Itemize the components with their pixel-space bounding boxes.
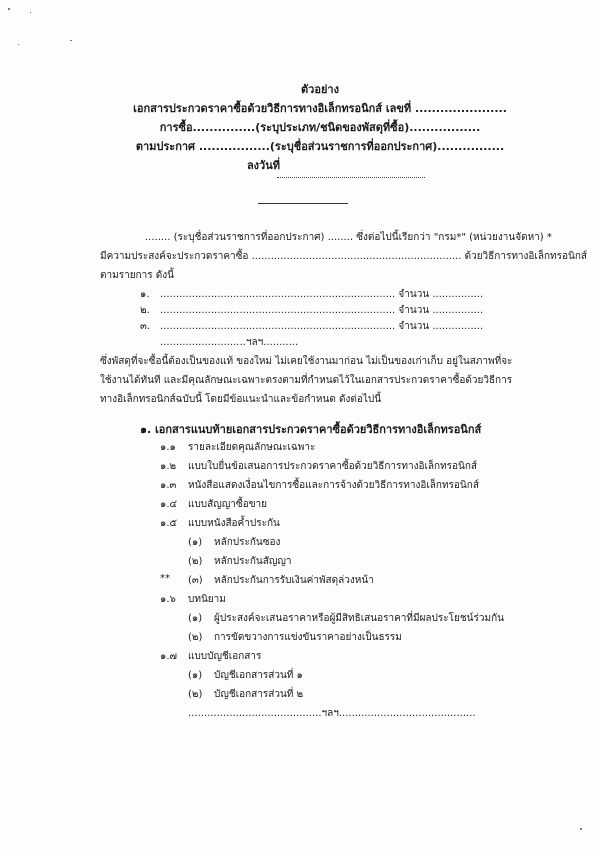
doclist-2-text: บัญชีเอกสารส่วนที่ ๒ bbox=[214, 689, 304, 700]
guarantee-1-text: หลักประกันซอง bbox=[214, 537, 281, 548]
sub-1-2-text: แบบใบยื่นข้อเสนอการประกวดราคาซื้อด้วยวิธีการทางอิเล็กทรอนิกส์ bbox=[188, 461, 478, 472]
item-2-num: ๒. bbox=[140, 305, 150, 316]
sub-1-3-num: ๑.๓ bbox=[160, 480, 177, 491]
items-etc: ...........................ฯลฯ........... bbox=[160, 337, 299, 348]
guarantee-1-num: (๑) bbox=[188, 537, 203, 548]
sub-1-3-text: หนังสือแสดงเงื่อนไขการซื้อและการจ้างด้วยวิธีการทางอิเล็กทรอนิกส์ bbox=[188, 480, 479, 491]
doc-heading-line2: การซื้อ...............(ระบุประเภท/ชนิดของพัสดุที่ซื้อ)................. bbox=[159, 121, 481, 134]
definition-2-num: (๒) bbox=[188, 632, 203, 643]
intro-line2: มีความประสงค์จะประกวดราคาซื้อ .................................................................. ด้วยวิธีการทางอิเล็กทรอนิกส์ bbox=[100, 251, 587, 262]
guarantee-3-text: หลักประกันการรับเงินค่าพัสดุล่วงหน้า bbox=[214, 575, 374, 586]
definition-1-num: (๑) bbox=[188, 613, 203, 624]
date-fill-line bbox=[277, 177, 425, 178]
doc-heading-line1: เอกสารประกวดราคาซื้อด้วยวิธีการทางอิเล็กทรอนิกส์ เลขที่ ...................... bbox=[133, 102, 507, 115]
sub-1-5-text: แบบหนังสือค้ำประกัน bbox=[188, 518, 280, 529]
guarantee-3-mark: ** bbox=[160, 573, 170, 584]
guarantee-2-text: หลักประกันสัญญา bbox=[214, 556, 292, 567]
intro-line3: ตามรายการ ดังนี้ bbox=[100, 270, 174, 281]
sub-1-7-num: ๑.๗ bbox=[160, 651, 178, 662]
sub-1-6-text: บทนิยาม bbox=[188, 594, 226, 605]
sub-1-2-num: ๑.๒ bbox=[160, 461, 177, 472]
sub-1-7-text: แบบบัญชีเอกสาร bbox=[188, 651, 262, 662]
doclist-2-num: (๒) bbox=[188, 689, 203, 700]
guarantee-2-num: (๒) bbox=[188, 556, 203, 567]
sub-1-1-text: รายละเอียดคุณลักษณะเฉพาะ bbox=[188, 442, 316, 453]
paragraph-line2: ใช้งานได้ทันที และมีคุณลักษณะเฉพาะตรงตามที่กำหนดไว้ในเอกสารประกวดราคาซื้อด้วยวิธีการ bbox=[100, 375, 513, 386]
doclist-1-text: บัญชีเอกสารส่วนที่ ๑ bbox=[214, 670, 303, 681]
guarantee-3-num: (๓) bbox=[188, 575, 203, 586]
sub-1-4-text: แบบสัญญาซื้อขาย bbox=[188, 499, 268, 510]
intro-line1: ........ (ระบุชื่อส่วนราชการที่ออกประกาศ) ........ ซึ่งต่อไปนี้เรียกว่า "กรม*" (หน่วยงานจัดหา) * bbox=[145, 232, 552, 243]
item-2-text: .......................................................................... จำนวน ................ bbox=[160, 305, 484, 316]
sub-1-6-num: ๑.๖ bbox=[160, 594, 176, 605]
definition-2-text: การขัดขวางการแข่งขันราคาอย่างเป็นธรรม bbox=[214, 632, 402, 643]
sub-1-4-num: ๑.๔ bbox=[160, 499, 178, 510]
paragraph-line3: ทางอิเล็กทรอนิกส์ฉบับนี้ โดยมีข้อแนะนำและข้อกำหนด ดังต่อไปนี้ bbox=[100, 394, 382, 405]
item-1-text: .......................................................................... จำนวน ................ bbox=[160, 289, 484, 300]
header-divider bbox=[258, 203, 348, 204]
sub-1-5-num: ๑.๕ bbox=[160, 518, 178, 529]
item-3-num: ๓. bbox=[140, 321, 151, 332]
item-1-num: ๑. bbox=[140, 289, 150, 300]
definition-1-text: ผู้ประสงค์จะเสนอราคาหรือผู้มีสิทธิเสนอราคาที่มีผลประโยชน์ร่วมกัน bbox=[214, 613, 504, 624]
doclist-1-num: (๑) bbox=[188, 670, 203, 681]
paragraph-line1: ซึ่งพัสดุที่จะซื้อนี้ต้องเป็นของแท้ ของใหม่ ไม่เคยใช้งานมาก่อน ไม่เป็นของเก่าเก็บ อยู่ในสภาพที่จะ bbox=[100, 356, 513, 367]
doc-heading-date-label: ลงวันที่ bbox=[246, 159, 280, 172]
section1-heading: ๑. เอกสารแนบท้ายเอกสารประกวดราคาซื้อด้วยวิธีการทางอิเล็กทรอนิกส์ bbox=[140, 423, 482, 436]
doc-heading-line3: ตามประกาศ .................(ระบุชื่อส่วนราชการที่ออกประกาศ)................ bbox=[135, 140, 505, 153]
doc-title: ตัวอย่าง bbox=[301, 83, 339, 96]
sub-1-1-num: ๑.๑ bbox=[160, 442, 176, 453]
section1-etc: ..........................................ฯลฯ........................................... bbox=[188, 708, 476, 719]
item-3-text: .......................................................................... จำนวน ................ bbox=[160, 321, 484, 332]
